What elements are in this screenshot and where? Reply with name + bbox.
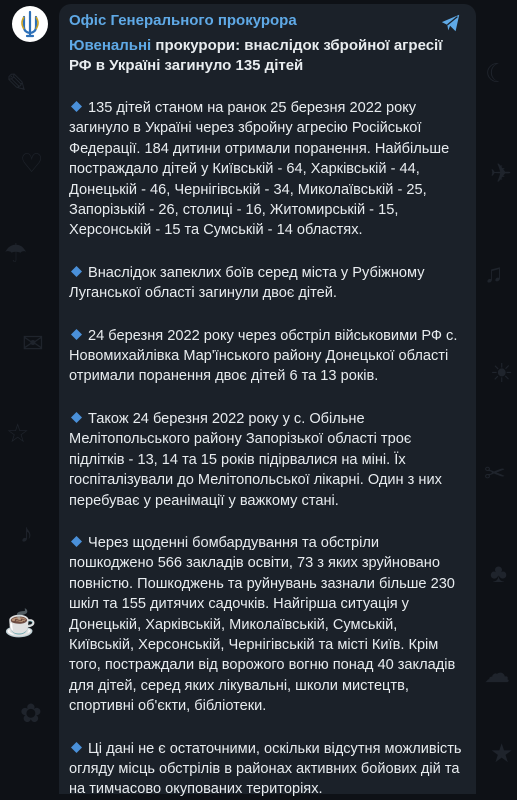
trident-emblem-icon bbox=[15, 9, 45, 39]
paragraph-text: Ці дані не є остаточними, оскільки відсутня можливість огляду місць обстрілів в районах активних бойових дій та на тимчасово окупованих територіях. bbox=[69, 740, 462, 798]
small-blue-diamond-icon bbox=[71, 266, 82, 277]
headline-keyword-link[interactable]: Ювенальні bbox=[69, 37, 152, 54]
paragraph-2 bbox=[69, 263, 466, 304]
channel-avatar[interactable] bbox=[12, 6, 48, 42]
paragraph-text: 135 дітей станом на ранок 25 березня 2022 року загинуло в Україні через збройну агресію Російської Федерації. 184 дитини отримали поранення. Найбільше постраждало дітей у Київській - 64, Харківській - 44, Донецькій - 46, Чернігівській - 34, Миколаївській - 25, Запорізькій - 26, столиці - 16, Житомирській - 15, Херсонській - 15 та Сумській - 14 областях. bbox=[69, 100, 450, 239]
paragraph-1 bbox=[69, 98, 466, 241]
small-blue-diamond-icon bbox=[71, 101, 82, 112]
small-blue-diamond-icon bbox=[71, 412, 82, 423]
paragraph-text: Внаслідок запеклих боїв серед міста у Рубіжному Луганської області загинули двоє дітей. bbox=[69, 264, 425, 302]
telegram-plane-icon[interactable] bbox=[440, 12, 462, 34]
message-bubble bbox=[59, 4, 476, 798]
chat-background-pattern: ✎ ♡ ☂ ✉ ☆ ♪ ☕ ✿ ☾ ✈ ♫ ☀ ✂ ♣ ☁ ★ bbox=[4, 58, 514, 768]
paragraph-text: 24 березня 2022 року через обстріл військовими РФ с. Новомихайлівка Мар'їнського району Донецької області отримали поранення двоє дітей 6 та 13 років. bbox=[69, 327, 458, 385]
small-blue-diamond-icon bbox=[71, 742, 82, 753]
paragraph-text: Через щоденні бомбардування та обстріли пошкоджено 566 закладів освіти, 73 з яких зруйновано повністю. Пошкоджень та руйнувань зазнали більше 230 шкіл та 155 дитячих садочків. Найгірша ситуація у Донецькій, Харківській, Миколаївській, Сумській, Київській, Херсонській, Чернігівській та місті Київ. Крім того, постраждали від ворожого вогню понад 40 закладів для дітей, серед яких лікувальні, школи мистецтв, спортивні об'єкти, бібліотеки. bbox=[69, 534, 456, 715]
channel-name[interactable]: Офіс Генерального прокурора bbox=[69, 12, 297, 29]
headline-text: прокурори: внаслідок збройної агресії РФ в Україні загинуло 135 дітей bbox=[69, 37, 443, 74]
post-headline bbox=[69, 36, 466, 76]
paragraph-text: Також 24 березня 2022 року у с. Обільне Мелітопольського району Запорізької області троє підлітків - 13, 14 та 15 років підірвалися на міні. Їх госпіталізували до Мелітопольської лікарні. Один з них перебуває у реанімації у важкому стані. bbox=[69, 410, 442, 509]
paragraph-6 bbox=[69, 739, 466, 800]
paragraph-4 bbox=[69, 409, 466, 511]
small-blue-diamond-icon bbox=[71, 329, 82, 340]
paragraph-5 bbox=[69, 533, 466, 717]
small-blue-diamond-icon bbox=[71, 536, 82, 547]
paragraph-3 bbox=[69, 326, 466, 387]
